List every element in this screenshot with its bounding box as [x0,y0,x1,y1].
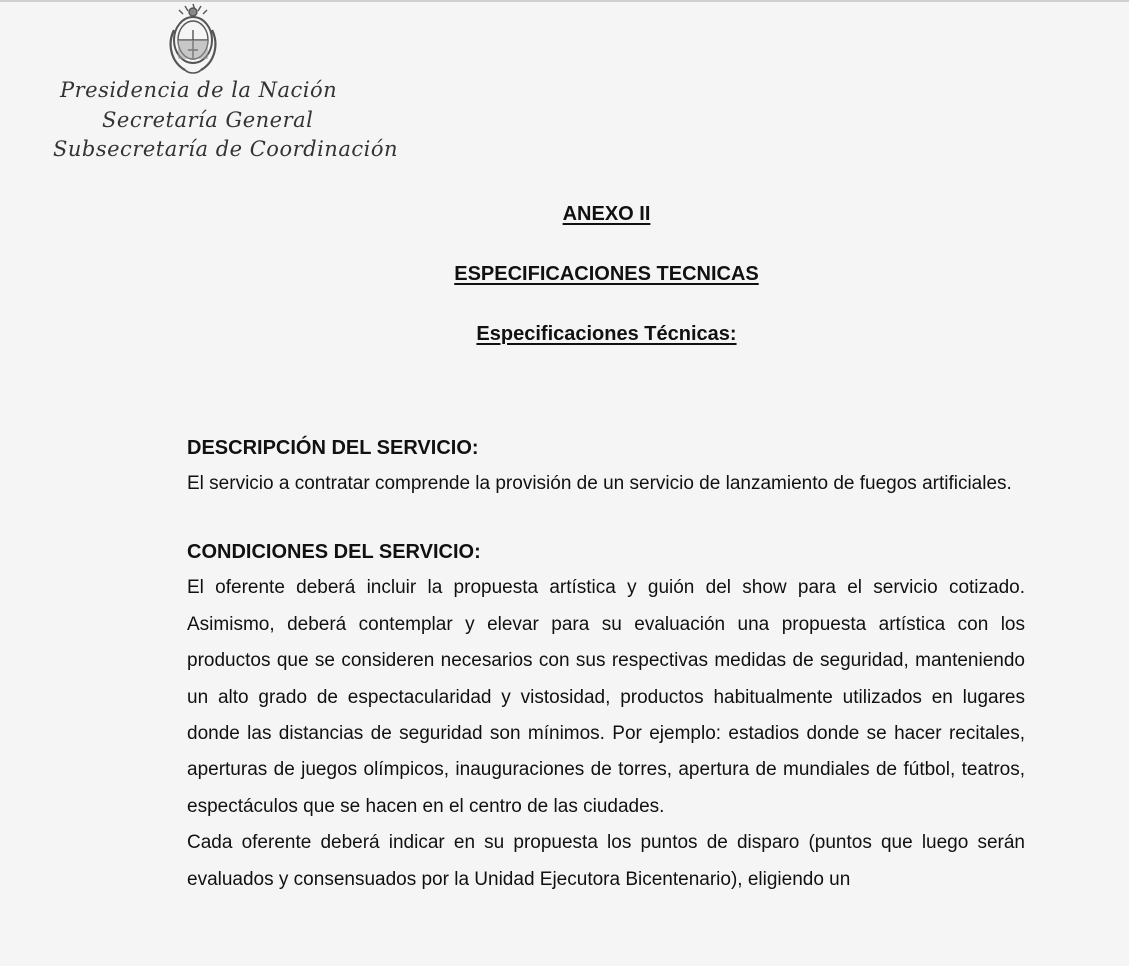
paragraph: El servicio a contratar comprende la provisión de un servicio de lanzamiento de fuegos artificiales. [187,473,1012,494]
specs-title: ESPECIFICACIONES TECNICAS [454,263,759,285]
section-descripcion [187,430,1025,502]
coat-of-arms-icon [161,0,225,78]
letterhead-subsecretaria: Subsecretaría de Coordinación [53,137,398,161]
letterhead [40,0,398,170]
annex-title: ANEXO II [562,203,651,225]
paragraph: El oferente deberá incluir la propuesta artística y guión del show para el servicio cotizado. Asimismo, deberá contemplar y elevar para su evaluación una propuesta artística con los productos que se consideren necesarios con sus respectivas medidas de seguridad, manteniendo un alto grado de espectacularidad y vistosidad, productos habitualmente utilizados en lugares donde las distancias de seguridad son mínimos. Por ejemplo: estadios donde se hacer recitales, aperturas de juegos olímpicos, inauguraciones de torres, apertura de mundiales de fútbol, teatros, espectáculos que se hacen en el centro de las ciudades. [187,577,1025,817]
letterhead-secretaria: Secretaría General [102,108,314,132]
section-gap [187,502,1025,534]
section-heading: DESCRIPCIÓN DEL SERVICIO: [187,437,479,459]
document-body [187,430,1025,898]
section-heading: CONDICIONES DEL SERVICIO: [187,541,481,564]
section-condiciones [187,534,1025,898]
specs-subtitle: Especificaciones Técnicas: [476,323,737,345]
letterhead-presidencia: Presidencia de la Nación [60,78,338,102]
paragraph: Cada oferente deberá indicar en su propuesta los puntos de disparo (puntos que luego serán evaluados y consensuados por la Unidad Ejecutora Bicentenario), eligiendo un [187,832,1025,890]
